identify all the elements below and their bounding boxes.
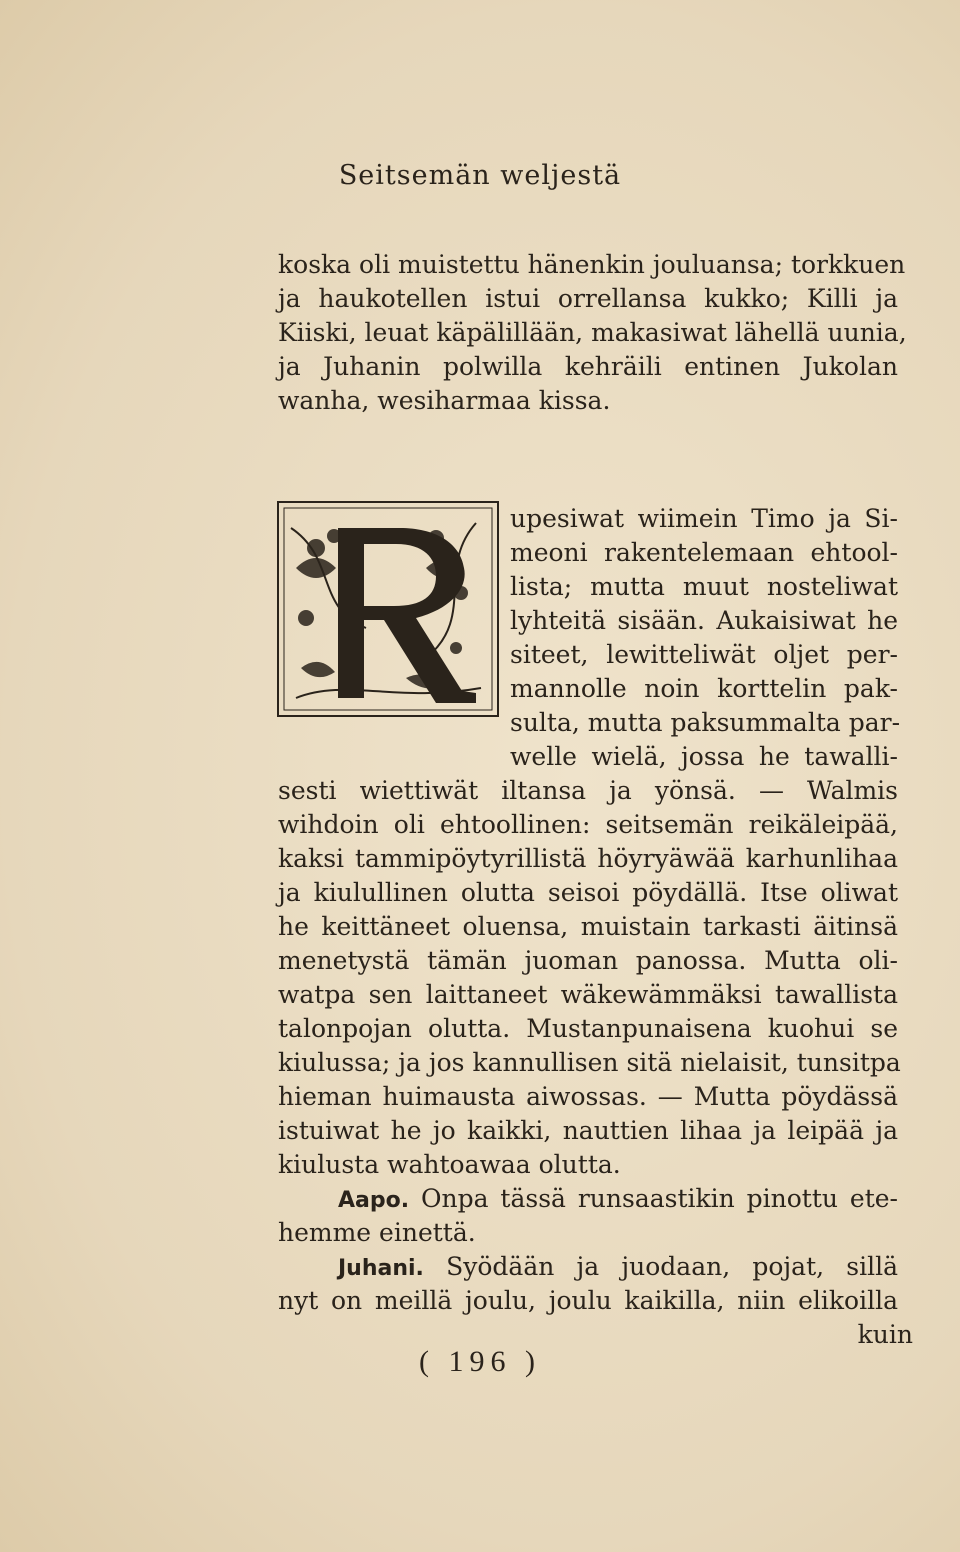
text-line: watpa sen laittaneet wäkewämmäksi tawallista <box>278 980 898 1009</box>
text-line: ja Juhanin polwilla kehräili entinen Jukolan <box>278 352 898 381</box>
text-line: he keittäneet oluensa, muistain tarkasti äitinsä <box>278 912 898 941</box>
text-line: talonpojan olutta. Mustanpunaisena kuohui se <box>278 1014 898 1043</box>
ornament-r-icon <box>276 498 502 720</box>
text-line: kiulussa; ja jos kannullisen sitä nielaisit, tunsitpa <box>278 1048 901 1077</box>
speaker-name: Aapo. <box>338 1188 410 1213</box>
catchword: kuin <box>857 1320 913 1349</box>
text-line: menetystä tämän juoman panossa. Mutta oli- <box>278 946 898 975</box>
text-line: welle wielä, jossa he tawalli- <box>510 742 898 771</box>
text-line: sulta, mutta paksummalta par- <box>510 708 901 737</box>
page-number: ( 196 ) <box>419 1345 541 1378</box>
decorative-initial <box>276 498 502 720</box>
text-line: sesti wiettiwät iltansa ja yönsä. — Walmis <box>278 776 898 805</box>
text-line: wanha, wesiharmaa kissa. <box>278 386 611 415</box>
text-line: lyhteitä sisään. Aukaisiwat he <box>510 606 898 635</box>
text-line: meoni rakentelemaan ehtool- <box>510 538 898 567</box>
text-line: ja kiulullinen olutta seisoi pöydällä. Itse oliwat <box>278 878 898 907</box>
text-line: mannolle noin korttelin pak- <box>510 674 898 703</box>
text-line: hieman huimausta aiwossas. — Mutta pöydässä <box>278 1082 898 1111</box>
running-header: Seitsemän weljestä <box>338 160 622 191</box>
speech-text: Syödään ja juodaan, pojat, sillä <box>446 1252 898 1281</box>
text-line: Kiiski, leuat käpälillään, makasiwat lähellä uunia, <box>278 318 907 347</box>
text-line: koska oli muistettu hänenkin jouluansa; torkkuen <box>278 250 906 279</box>
dialogue-line <box>338 1250 898 1286</box>
dialogue-line <box>338 1182 898 1218</box>
speaker-name: Juhani. <box>338 1256 424 1281</box>
text-line: siteet, lewitteliwät oljet per- <box>510 640 898 669</box>
text-line: hemme einettä. <box>278 1218 476 1247</box>
text-line: istuiwat he jo kaikki, nauttien lihaa ja leipää ja <box>278 1116 898 1145</box>
text-line: upesiwat wiimein Timo ja Si- <box>510 504 898 533</box>
speech-text: Onpa tässä runsaastikin pinottu ete- <box>421 1184 898 1213</box>
text-line: wihdoin oli ehtoollinen: seitsemän reikäleipää, <box>278 810 898 839</box>
text-line: kaksi tammipöytyrillistä höyryäwää karhunlihaa <box>278 844 898 873</box>
text-line: kiulusta wahtoawaa olutta. <box>278 1150 621 1179</box>
text-line: lista; mutta muut nosteliwat <box>510 572 898 601</box>
text-line: ja haukotellen istui orrellansa kukko; Killi ja <box>278 284 898 313</box>
text-line: nyt on meillä joulu, joulu kaikilla, niin elikoilla <box>278 1286 898 1315</box>
